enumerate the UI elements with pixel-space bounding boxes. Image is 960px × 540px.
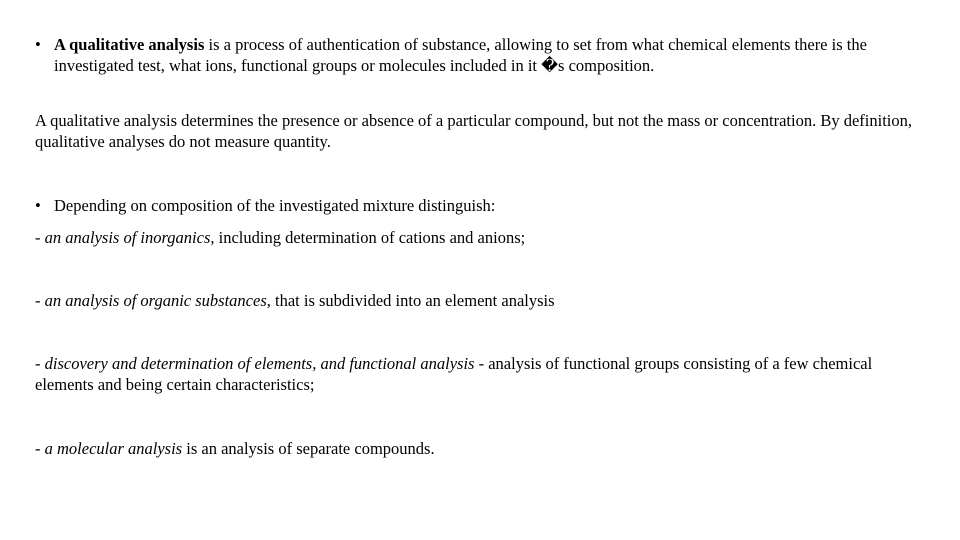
item-term: - a molecular analysis: [35, 439, 183, 458]
definition-bullet: [35, 34, 915, 76]
list-item-elements-functional: [35, 353, 915, 395]
bullet-marker: •: [35, 35, 41, 54]
list-item-organic: [35, 290, 915, 311]
item-body: , that is subdivided into an element analysis: [266, 291, 555, 310]
item-body: , including determination of cations and anions;: [210, 228, 526, 247]
item-term: - an analysis of inorganics: [35, 228, 211, 247]
list-item-molecular: [35, 438, 915, 459]
definition-term: A qualitative analysis: [54, 35, 205, 54]
composition-text: Depending on composition of the investigated mixture distinguish:: [54, 196, 496, 215]
definition-body: is a process of authentication of substance, allowing to set from what chemical elements there is the investigated test, what ions, functional groups or molecules included in it �s composition.: [54, 35, 867, 75]
list-item-inorganics: [35, 227, 915, 248]
qualitative-analysis-paragraph: A qualitative analysis determines the presence or absence of a particular compound, but not the mass or concentration. By definition, qualitative analyses do not measure quantity.: [35, 111, 912, 151]
bullet-marker: •: [35, 196, 41, 215]
composition-bullet: [35, 195, 915, 216]
item-term: - an analysis of organic substances: [35, 291, 267, 310]
item-term: - discovery and determination of elements, and functional analysis: [35, 354, 475, 373]
item-body: is an analysis of separate compounds.: [182, 439, 435, 458]
definition-text: [54, 34, 915, 76]
item-body: - analysis of functional groups consisting of a few chemical elements and being certain characteristics;: [35, 354, 873, 394]
